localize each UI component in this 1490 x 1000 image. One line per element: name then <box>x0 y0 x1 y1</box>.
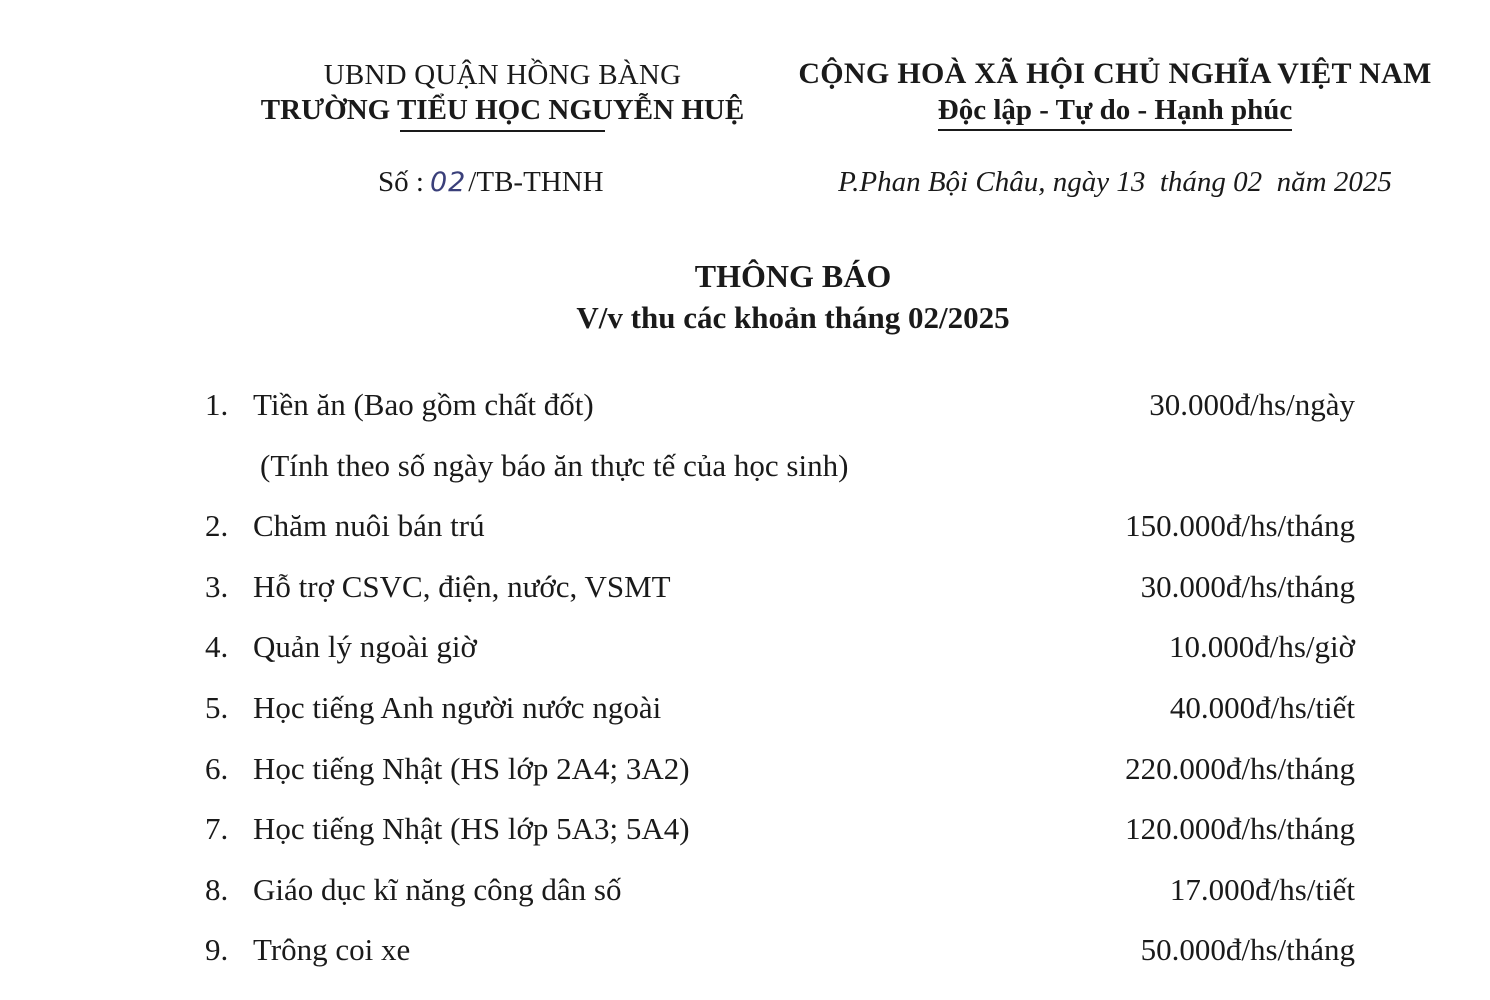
fee-name: Trông coi xe <box>253 932 411 968</box>
school-name: TRƯỜNG TIỂU HỌC NGUYỄN HUỆ <box>260 94 745 126</box>
fee-item <box>205 806 1355 867</box>
fee-item <box>205 685 1355 746</box>
document-number <box>378 164 604 201</box>
issuing-agency-header <box>230 58 775 132</box>
fee-amount: 10.000đ/hs/giờ <box>1168 629 1355 665</box>
fee-number: 1. <box>205 387 229 422</box>
fee-item <box>205 503 1355 564</box>
place-and-date: P.Phan Bội Châu, ngày 13 tháng 02 năm 2025 <box>838 166 1392 198</box>
fee-item <box>205 564 1355 625</box>
fee-name: Học tiếng Anh người nước ngoài <box>253 689 662 725</box>
fee-name: Giáo dục kĩ năng công dân số <box>253 871 622 907</box>
document-title: THÔNG BÁO <box>694 258 892 294</box>
fee-number: 9. <box>205 932 229 968</box>
national-motto: Độc lập - Tự do - Hạnh phúc <box>938 92 1293 131</box>
fee-name: Quản lý ngoài giờ <box>253 629 477 665</box>
fee-amount: 30.000đ/hs/tháng <box>1140 568 1355 604</box>
fee-number: 4. <box>205 629 229 665</box>
fee-note <box>205 443 1355 504</box>
fee-name: Học tiếng Nhật (HS lớp 2A4; 3A2) <box>253 750 690 786</box>
fee-amount: 120.000đ/hs/tháng <box>1125 811 1355 847</box>
fee-amount: 50.000đ/hs/tháng <box>1140 932 1355 968</box>
fee-item <box>205 624 1355 685</box>
document-number-suffix: /TB-THNH <box>468 166 604 198</box>
school-name-underline <box>400 130 605 132</box>
fee-number: 5. <box>205 689 229 725</box>
fee-number: 8. <box>205 871 229 907</box>
fee-name: Hỗ trợ CSVC, điện, nước, VSMT <box>253 568 671 604</box>
fee-item <box>205 867 1355 928</box>
country-name: CỘNG HOÀ XÃ HỘI CHỦ NGHĨA VIỆT NAM <box>798 57 1432 90</box>
fee-amount: 30.000đ/hs/ngày <box>1149 387 1355 422</box>
fee-amount: 17.000đ/hs/tiết <box>1169 871 1355 907</box>
fee-amount: 40.000đ/hs/tiết <box>1169 689 1355 725</box>
fee-list <box>205 382 1355 988</box>
fee-name: Chăm nuôi bán trú <box>253 508 485 544</box>
parent-agency: UBND QUẬN HỒNG BÀNG <box>323 59 682 91</box>
fee-name: Tiền ăn (Bao gồm chất đốt) <box>253 387 594 422</box>
fee-number: 6. <box>205 750 229 786</box>
fee-amount: 150.000đ/hs/tháng <box>1125 508 1355 544</box>
document-number-handwritten: 02 <box>429 167 467 198</box>
national-header <box>790 56 1440 131</box>
fee-number: 2. <box>205 508 229 544</box>
fee-number: 7. <box>205 811 229 847</box>
fee-name: Học tiếng Nhật (HS lớp 5A3; 5A4) <box>253 811 690 847</box>
fee-amount: 220.000đ/hs/tháng <box>1125 750 1355 786</box>
fee-note-text: (Tính theo số ngày báo ăn thực tế của học sinh) <box>260 447 849 483</box>
document-subtitle: V/v thu các khoản tháng 02/2025 <box>576 300 1010 335</box>
fee-item <box>205 382 1355 443</box>
fee-item <box>205 927 1355 988</box>
fee-number: 3. <box>205 568 229 604</box>
document-number-prefix: Số : <box>378 166 424 198</box>
fee-item <box>205 746 1355 807</box>
